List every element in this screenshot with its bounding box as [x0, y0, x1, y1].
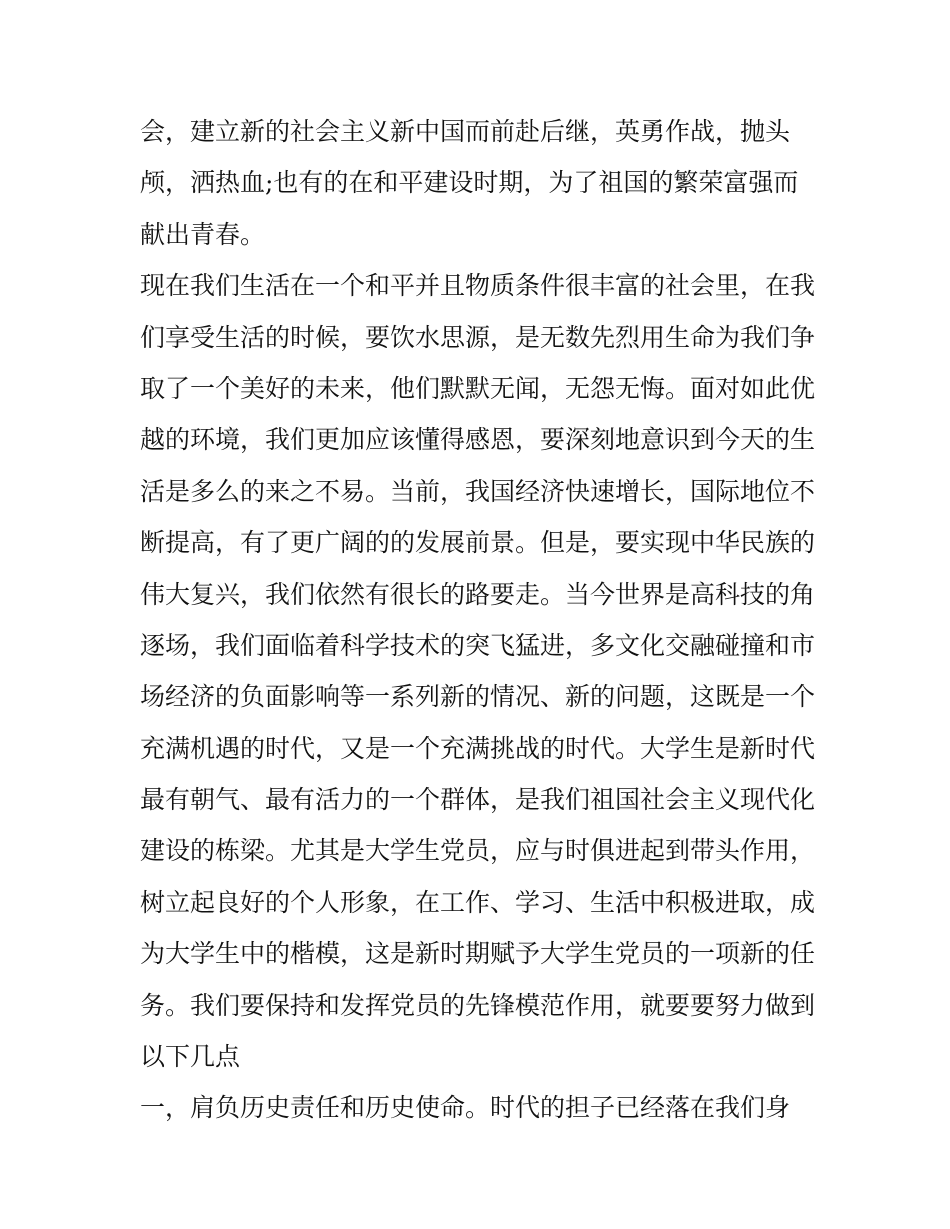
text-line: 以下几点 — [140, 1042, 241, 1072]
text-line: 充满机遇的时代，又是一个充满挑战的时代。大学生是新时代 — [140, 733, 816, 763]
text-line: 取了一个美好的未来，他们默默无闻，无怨无悔。面对如此优 — [140, 373, 816, 403]
text-line: 断提高，有了更广阔的的发展前景。但是，要实现中华民族的 — [140, 528, 816, 558]
text-line: 最有朝气、最有活力的一个群体，是我们祖国社会主义现代化 — [140, 785, 816, 815]
text-line: 现在我们生活在一个和平并且物质条件很丰富的社会里，在我 — [140, 271, 816, 301]
text-line: 颅，洒热血;也有的在和平建设时期，为了祖国的繁荣富强而 — [140, 168, 799, 198]
text-line: 活是多么的来之不易。当前，我国经济快速增长，国际地位不 — [140, 476, 816, 506]
text-line: 献出青春。 — [140, 219, 266, 249]
text-line: 一，肩负历史责任和历史使命。时代的担子已经落在我们身 — [140, 1093, 791, 1123]
text-line: 逐场，我们面临着科学技术的突飞猛进，多文化交融碰撞和市 — [140, 630, 816, 660]
text-line: 场经济的负面影响等一系列新的情况、新的问题，这既是一个 — [140, 682, 816, 712]
text-line: 务。我们要保持和发挥党员的先锋模范作用，就要要努力做到 — [140, 990, 816, 1020]
text-line: 为大学生中的楷模，这是新时期赋予大学生党员的一项新的任 — [140, 939, 816, 969]
text-line: 越的环境，我们更加应该懂得感恩，要深刻地意识到今天的生 — [140, 425, 816, 455]
text-line: 伟大复兴，我们依然有很长的路要走。当今世界是高科技的角 — [140, 579, 816, 609]
text-line: 们享受生活的时候，要饮水思源，是无数先烈用生命为我们争 — [140, 322, 816, 352]
text-line: 树立起良好的个人形象，在工作、学习、生活中积极进取，成 — [140, 887, 816, 917]
text-line: 建设的栋梁。尤其是大学生党员，应与时俱进起到带头作用， — [140, 836, 816, 866]
text-line: 会，建立新的社会主义新中国而前赴后继，英勇作战，抛头 — [140, 117, 791, 146]
document-body — [140, 106, 820, 1134]
